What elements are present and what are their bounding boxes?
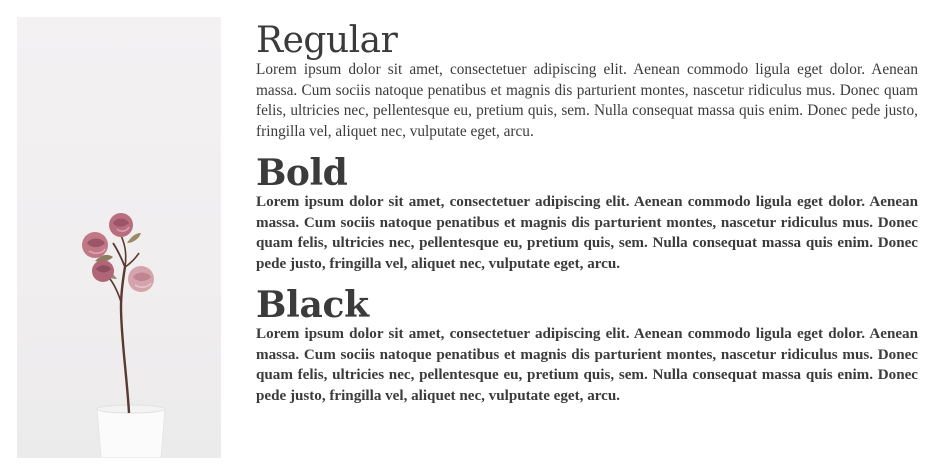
dried-roses-illustration: [17, 17, 221, 458]
rose: [92, 260, 114, 282]
vase: [97, 409, 165, 458]
specimen-text: Lorem ipsum dolor sit amet, consectetuer adipiscing elit. Aenean commodo ligula eget dolor. Aenean massa. Cum sociis natoque penatibus et magnis dis parturient montes, nascetur ridiculus mus. Donec quam felis, ultricies nec, pellentesque eu, pretium quis, sem. Nulla consequat massa quis enim. Donec pede justo, fringilla vel, aliquet nec, vulputate eget, arcu.: [256, 326, 918, 404]
rose: [109, 213, 133, 237]
rose: [128, 266, 154, 292]
leaf: [127, 233, 141, 243]
specimen-text: Lorem ipsum dolor sit amet, consectetuer adipiscing elit. Aenean commodo ligula eget dolor. Aenean massa. Cum sociis natoque penatibus et magnis dis parturient montes, nascetur ridiculus mus. Donec quam felis, ultricies nec, pellentesque eu, pretium quis, sem. Nulla consequat massa quis enim. Donec pede justo, fringilla vel, aliquet nec, vulputate eget, arcu.: [256, 194, 918, 272]
vase-rim: [97, 405, 165, 413]
specimen-title: Bold: [256, 152, 348, 194]
font-specimen-list: [256, 22, 918, 406]
rose: [82, 232, 108, 258]
flower-photo: [17, 17, 221, 458]
specimen-black: [256, 286, 918, 406]
specimen-title: Regular: [256, 20, 398, 61]
specimen-text: Lorem ipsum dolor sit amet, consectetuer adipiscing elit. Aenean commodo ligula eget dolor. Aenean massa. Cum sociis natoque penatibus et magnis dis parturient montes, nascetur ridiculus mus. Donec quam felis, ultricies nec, pellentesque eu, pretium quis, sem. Nulla consequat massa quis enim. Donec pede justo, fringilla vel, aliquet nec, vulputate eget, arcu.: [256, 61, 918, 140]
stem: [121, 267, 129, 413]
specimen-bold: [256, 154, 918, 274]
branch: [113, 243, 125, 267]
specimen-title: Black: [256, 284, 369, 326]
branch: [125, 253, 139, 267]
specimen-regular: [256, 22, 918, 142]
